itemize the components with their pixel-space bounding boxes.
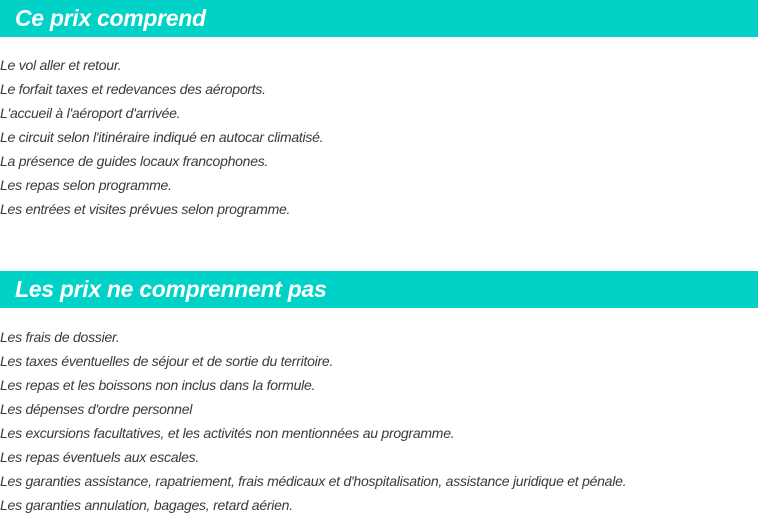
list-item: Les garanties assistance, rapatriement, frais médicaux et d'hospitalisation, assistance juridique et pénale. — [0, 473, 627, 489]
list-item: L'accueil à l'aéroport d'arrivée. — [0, 105, 181, 121]
list-item: Les repas et les boissons non inclus dans la formule. — [0, 377, 316, 393]
list-item: Le circuit selon l'itinéraire indiqué en autocar climatisé. — [0, 129, 324, 145]
excluded-section — [0, 271, 758, 517]
excluded-banner — [0, 271, 758, 308]
included-banner — [0, 0, 758, 37]
list-item: Les taxes éventuelles de séjour et de sortie du territoire. — [0, 353, 334, 369]
list-item: Les repas selon programme. — [0, 177, 172, 193]
excluded-title: Les prix ne comprennent pas — [15, 276, 327, 302]
list-item: Les excursions facultatives, et les activités non mentionnées au programme. — [0, 425, 455, 441]
list-item: Le vol aller et retour. — [0, 57, 122, 73]
list-item: Les dépenses d'ordre personnel — [0, 401, 193, 417]
list-item: Les entrées et visites prévues selon programme. — [0, 201, 291, 217]
included-section — [0, 0, 758, 221]
list-item: La présence de guides locaux francophones. — [0, 153, 269, 169]
list-item: Les frais de dossier. — [0, 329, 120, 345]
list-item: Les garanties annulation, bagages, retard aérien. — [0, 497, 293, 513]
list-item: Le forfait taxes et redevances des aéroports. — [0, 81, 266, 97]
list-item: Les repas éventuels aux escales. — [0, 449, 200, 465]
excluded-list — [0, 325, 758, 517]
included-list — [0, 53, 758, 221]
included-title: Ce prix comprend — [15, 5, 206, 31]
